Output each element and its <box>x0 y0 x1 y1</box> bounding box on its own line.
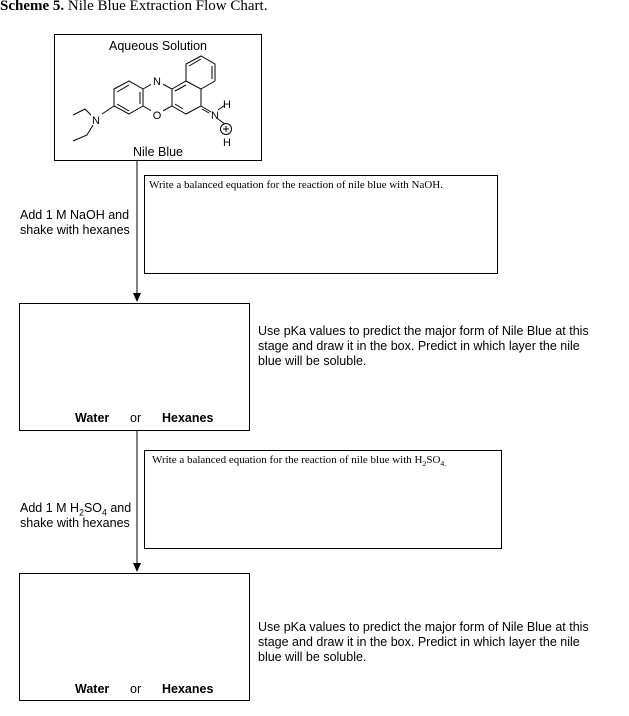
step2-equation-box[interactable] <box>144 450 502 549</box>
step1-label-line2: shake with hexanes <box>20 223 130 237</box>
step2-label-line1 <box>20 501 138 516</box>
aqueous-solution-box <box>54 34 262 161</box>
step2-label-post: and <box>106 501 132 515</box>
stage2-hexanes-option[interactable]: Hexanes <box>162 682 214 696</box>
step2-prompt-sub1: 2 <box>422 459 427 469</box>
atom-n-imine: N <box>211 110 219 122</box>
scheme-label: Scheme 5. <box>0 0 65 14</box>
scheme-title <box>0 0 267 15</box>
atom-n-amine: N <box>92 115 100 127</box>
step2-label-sub2: 4 <box>102 507 107 518</box>
stage1-hexanes-option[interactable]: Hexanes <box>162 411 214 425</box>
ring-d <box>186 56 215 89</box>
ring-c <box>172 81 201 114</box>
nile-blue-structure <box>55 35 261 160</box>
stage2-water-option[interactable]: Water <box>75 682 110 696</box>
step2-label <box>20 501 138 531</box>
scheme-title-text: Nile Blue Extraction Flow Chart. <box>67 0 268 14</box>
stage1-drawing-box[interactable] <box>19 303 250 431</box>
step2-prompt <box>152 454 447 469</box>
step2-prompt-pre: Write a balanced equation for the reaction of nile blue with H <box>152 454 423 466</box>
stage2-or: or <box>130 682 142 696</box>
step2-prompt-sub2: 4. <box>440 459 447 469</box>
stage1-or: or <box>130 411 142 425</box>
step2-label-line2: shake with hexanes <box>20 516 130 530</box>
stage2-prediction: Use pKa values to predict the major form of Nile Blue at this stage and draw it in the box. Predict in which layer the nile blue will be soluble. <box>258 620 589 664</box>
step2-label-sub1: 2 <box>79 507 84 518</box>
step1-prompt: Write a balanced equation for the reaction of nile blue with NaOH. <box>149 179 443 191</box>
stage2-drawing-box[interactable] <box>19 573 250 701</box>
step2-label-pre: Add 1 M H <box>20 501 80 515</box>
stage1-water-option[interactable]: Water <box>75 411 110 425</box>
stage1-prediction: Use pKa values to predict the major form of Nile Blue at this stage and draw it in the box. Predict in which layer the nile blue will be soluble. <box>258 324 589 368</box>
atom-h1: H <box>223 99 231 111</box>
step2-prompt-mid: SO <box>426 454 441 466</box>
atom-h2: H <box>223 137 231 149</box>
aqueous-solution-title: Aqueous Solution <box>109 39 207 53</box>
ring-a <box>114 81 143 114</box>
step1-equation-box[interactable] <box>144 175 498 274</box>
flow-arrow-1 <box>131 161 143 303</box>
atom-n-ring: N <box>153 76 161 88</box>
step2-label-mid: SO <box>83 501 102 515</box>
step1-label <box>20 208 132 238</box>
atom-o-ring: O <box>152 110 162 122</box>
compound-name: Nile Blue <box>132 145 184 159</box>
step1-label-line1: Add 1 M NaOH and <box>20 208 130 222</box>
